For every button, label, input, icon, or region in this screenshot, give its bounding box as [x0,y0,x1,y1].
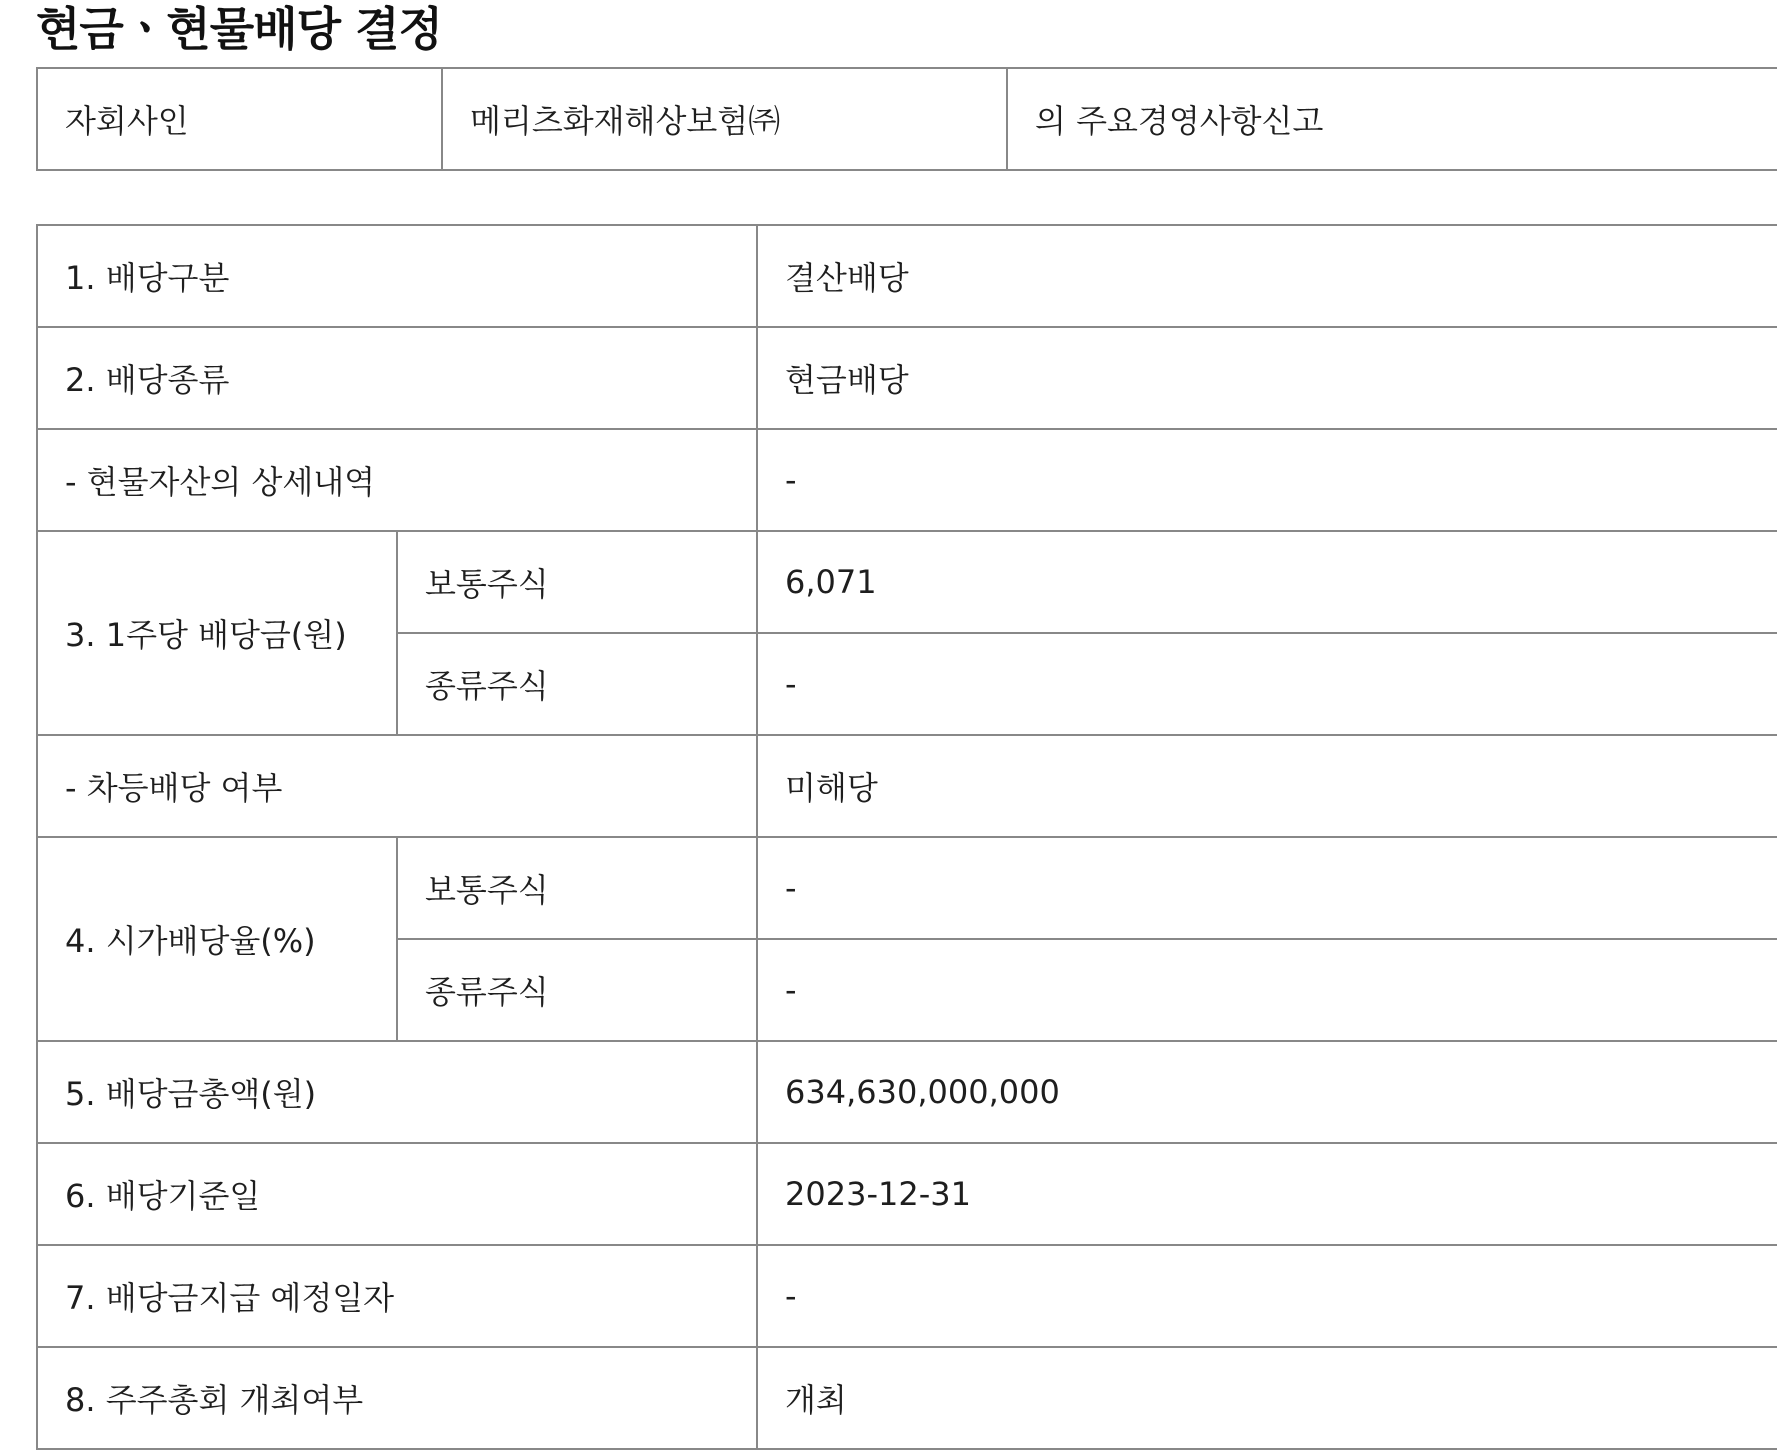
row-label-total-dividend: 5. 배당금총액(원) [37,1041,757,1143]
row-label-payment-date: 7. 배당금지급 예정일자 [37,1245,757,1347]
table-row [37,735,1777,837]
row-value-shareholders-meeting: 개최 [757,1347,1777,1449]
row-value-dps-preferred: - [757,633,1777,735]
row-value-differential-dividend: 미해당 [757,735,1777,837]
row-label-market-dividend-yield: 4. 시가배당율(%) [37,837,397,1041]
row-value-total-dividend: 634,630,000,000 [757,1041,1777,1143]
sub-label-preferred-stock: 종류주식 [397,633,757,735]
sub-label-preferred-stock: 종류주식 [397,939,757,1041]
submitter-label: 자회사인 [37,68,442,170]
table-row [37,531,1777,633]
row-label-shareholders-meeting: 8. 주주총회 개최여부 [37,1347,757,1449]
table-row [37,1143,1777,1245]
row-label-in-kind-asset-details: - 현물자산의 상세내역 [37,429,757,531]
submitter-suffix: 의 주요경영사항신고 [1007,68,1777,170]
table-row [37,1041,1777,1143]
page-title: 현금ㆍ현물배당 결정 [36,2,442,56]
submitter-company: 메리츠화재해상보험㈜ [442,68,1007,170]
dividend-table [36,224,1777,1450]
table-row [37,1245,1777,1347]
sub-label-common-stock: 보통주식 [397,531,757,633]
row-label-dividend-type: 2. 배당종류 [37,327,757,429]
row-value-record-date: 2023-12-31 [757,1143,1777,1245]
row-label-dividend-category: 1. 배당구분 [37,225,757,327]
row-value-in-kind-asset-details: - [757,429,1777,531]
row-value-dps-common: 6,071 [757,531,1777,633]
submitter-row [37,68,1777,170]
row-label-dividend-per-share: 3. 1주당 배당금(원) [37,531,397,735]
table-row [37,327,1777,429]
row-value-payment-date: - [757,1245,1777,1347]
row-value-dividend-category: 결산배당 [757,225,1777,327]
sub-label-common-stock: 보통주식 [397,837,757,939]
table-row [37,429,1777,531]
table-row [37,1347,1777,1449]
table-row [37,225,1777,327]
table-row [37,837,1777,939]
row-value-dividend-type: 현금배당 [757,327,1777,429]
row-value-yield-common: - [757,837,1777,939]
submitter-table [36,67,1777,171]
row-value-yield-preferred: - [757,939,1777,1041]
row-label-record-date: 6. 배당기준일 [37,1143,757,1245]
row-label-differential-dividend: - 차등배당 여부 [37,735,757,837]
